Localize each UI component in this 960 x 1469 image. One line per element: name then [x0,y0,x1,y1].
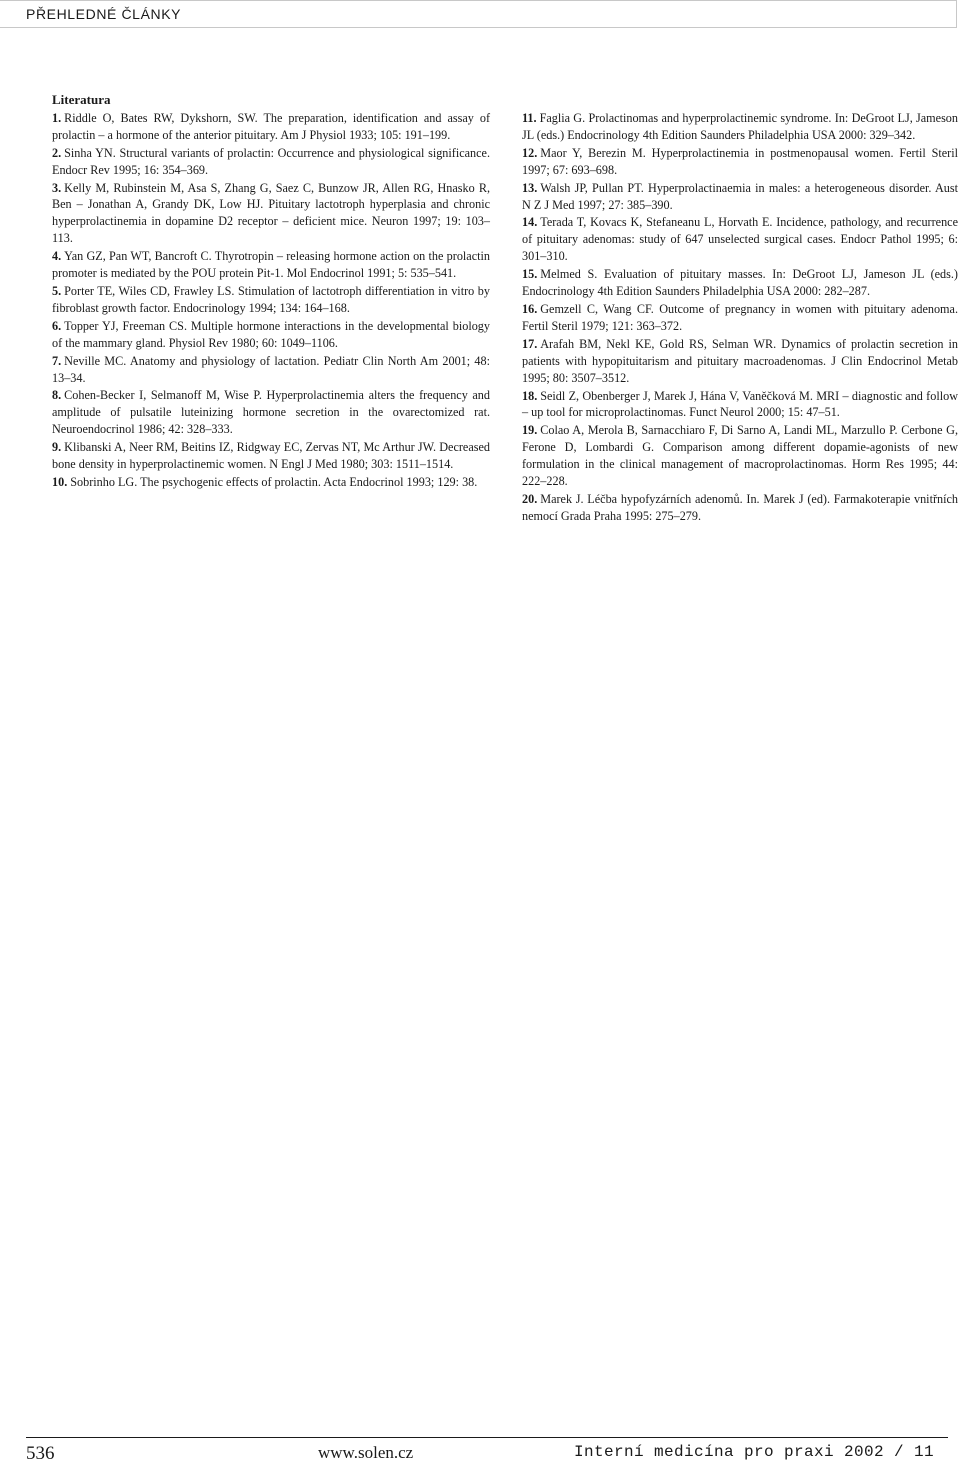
reference-item [52,110,490,144]
reference-number: 12. [522,145,538,160]
header-bar [0,0,957,28]
journal-title: Interní medicína pro praxi 2002 / 11 [573,1443,934,1461]
reference-item [522,110,958,144]
reference-text: Sinha YN. Structural variants of prolactin: Occurrence and physiological significance. Endocr Rev 1995; 16: 354–369. [52,145,490,177]
reference-text: Kelly M, Rubinstein M, Asa S, Zhang G, Saez C, Bunzow JR, Allen RG, Hnasko R, Ben – Jonathan A, Grandy DK, Low HJ. Pituitary lactotroph hyperplasia and chronic hyperprolactinemia in dopamine D2 receptor – deficient mice. Neuron 1997; 19: 103–113. [52,180,490,246]
reference-number: 11. [522,111,537,125]
reference-number: 8. [52,388,62,403]
reference-text: Riddle O, Bates RW, Dykshorn, SW. The preparation, identification and assay of prolactin – a hormone of the anterior pituitary. Am J Physiol 1933; 105: 191–199. [52,110,490,142]
reference-number: 17. [522,336,538,351]
section-title: PŘEHLEDNÉ ČLÁNKY [26,6,182,22]
reference-number: 10. [52,474,68,489]
reference-item [522,214,958,265]
page-number: 536 [26,1443,55,1464]
reference-text: Colao A, Merola B, Sarnacchiaro F, Di Sarno A, Landi ML, Marzullo P. Cerbone G, Ferone D, Lombardi G. Comparison among different dopamie-agonists of new formulation in the clinical management of macroprolactinomas. Horm Res 1995; 44: 222–228. [522,423,958,489]
reference-number: 2. [52,145,62,160]
reference-item [52,145,490,179]
reference-item [52,387,490,438]
reference-item [52,318,490,352]
reference-item [52,439,490,473]
references-right-column [522,110,958,526]
reference-text: Marek J. Léčba hypofyzárních adenomů. In. Marek J (ed). Farmakoterapie vnitřních nemocí Grada Praha 1995: 275–279. [522,491,958,523]
reference-item [52,283,490,317]
reference-item [522,422,958,490]
reference-number: 4. [52,249,62,264]
reference-item [522,180,958,214]
reference-item [522,336,958,387]
reference-number: 19. [522,423,538,438]
reference-text: Walsh JP, Pullan PT. Hyperprolactinaemia in males: a heterogeneous disorder. Aust N Z J Med 1997; 27: 385–390. [522,180,958,212]
reference-number: 13. [522,180,538,195]
reference-text: Klibanski A, Neer RM, Beitins IZ, Ridgway EC, Zervas NT, Mc Arthur JW. Decreased bone density in hyperprolactinemic women. N Engl J Med 1980; 303: 1511–1514. [52,440,490,472]
reference-number: 6. [52,318,62,333]
reference-text: Faglia G. Prolactinomas and hyperprolactinemic syndrome. In: DeGroot LJ, Jameson JL (eds.) Endocrinology 4th Edition Saunders Philadelphia USA 2000: 329–342. [522,111,958,142]
reference-number: 14. [522,215,538,230]
reference-list-left [52,110,490,491]
reference-item [52,248,490,282]
footer-rule [26,1437,948,1438]
reference-text: Porter TE, Wiles CD, Frawley LS. Stimulation of lactotroph differentiation in vitro by fibroblast growth factor. Endocrinology 1994; 134: 164–168. [52,283,490,315]
reference-text: Seidl Z, Obenberger J, Marek J, Hána V, Vaněčková M. MRI – diagnostic and follow – up tool for microprolactinomas. Funct Neurol 2000; 15: 47–51. [522,388,958,420]
reference-number: 20. [522,491,538,506]
reference-number: 9. [52,440,62,455]
reference-text: Melmed S. Evaluation of pituitary masses. In: DeGroot LJ, Jameson JL (eds.) Endocrinology 4th Edition Saunders Philadelphia USA 2000: 282–287. [522,267,958,299]
reference-text: Sobrinho LG. The psychogenic effects of prolactin. Acta Endocrinol 1993; 129: 38. [70,474,478,489]
reference-item [52,180,490,248]
reference-text: Cohen-Becker I, Selmanoff M, Wise P. Hyperprolactinemia alters the frequency and amplitude of pulsatile luteinizing hormone secretion in the ovarectomized rat. Neuroendocrinol 1986; 42: 328–333. [52,388,490,437]
reference-item [522,491,958,525]
reference-number: 15. [522,267,538,282]
reference-number: 18. [522,388,538,403]
references-left-column [52,92,490,492]
reference-item [52,353,490,387]
footer-url: www.solen.cz [318,1443,414,1462]
reference-number: 1. [52,110,62,125]
reference-text: Gemzell C, Wang CF. Outcome of pregnancy in women with pituitary adenoma. Fertil Steril 1979; 121: 363–372. [522,301,958,333]
reference-item [522,301,958,335]
reference-text: Arafah BM, Nekl KE, Gold RS, Selman WR. Dynamics of prolactin secretion in patients with hypopituitarism and pituitary macroadenomas. J Clin Endocrinol Metab 1995; 80: 3507–3512. [522,336,958,385]
reference-item [522,388,958,422]
reference-item [522,266,958,300]
reference-item [52,474,490,491]
reference-text: Neville MC. Anatomy and physiology of lactation. Pediatr Clin North Am 2001; 48: 13–34. [52,353,490,385]
reference-number: 16. [522,301,538,316]
reference-text: Topper YJ, Freeman CS. Multiple hormone interactions in the developmental biology of the mammary gland. Physiol Rev 1980; 60: 1049–1106. [52,318,490,350]
reference-text: Yan GZ, Pan WT, Bancroft C. Thyrotropin – releasing hormone action on the prolactin promoter is mediated by the POU protein Pit-1. Mol Endocrinol 1991; 5: 535–541. [52,249,490,281]
reference-number: 7. [52,353,62,368]
references-heading: Literatura [52,92,111,107]
reference-list-right [522,110,958,525]
reference-number: 5. [52,283,62,298]
reference-text: Terada T, Kovacs K, Stefaneanu L, Horvath E. Incidence, pathology, and recurrence of pituitary adenomas: study of 647 unselected surgical cases. Endocr Pathol 1995; 6: 301–310. [522,215,958,264]
reference-item [522,145,958,179]
reference-number: 3. [52,180,62,195]
reference-text: Maor Y, Berezin M. Hyperprolactinemia in postmenopausal women. Fertil Steril 1997; 67: 693–698. [522,145,958,177]
